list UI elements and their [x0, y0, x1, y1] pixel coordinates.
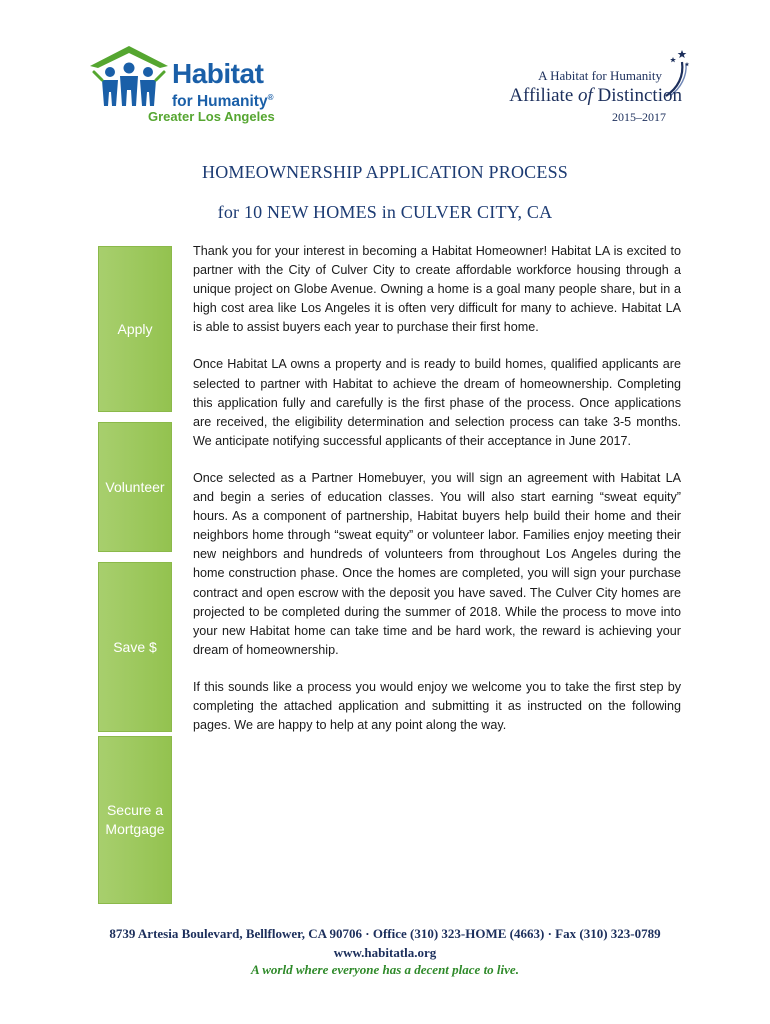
paragraph-intro: Thank you for your interest in becoming a Habitat Homeowner! Habitat LA is excited to partner with the City of Culver City to create affordable workforce housing through a unique project on Globe Avenue. Owning a home is a goal many people share, but in a high cost area like Los Angeles it is often very difficult for many to achieve. Habitat LA is able to assist buyers each year to purchase their first home. — [193, 244, 681, 335]
habitat-house-people-icon — [88, 44, 170, 110]
logo-wordmark: Habitat — [172, 58, 264, 89]
logo-chapter-name: Greater Los Angeles — [148, 109, 275, 124]
affiliate-of-distinction-badge — [500, 48, 690, 128]
footer-tagline: A world where everyone has a decent place to live. — [251, 962, 519, 977]
process-step-volunteer: Volunteer — [98, 422, 172, 552]
process-step-mortgage: Secure a Mortgage — [98, 736, 172, 904]
paragraph-partnership: Once selected as a Partner Homebuyer, you will sign an agreement with Habitat LA and begin a series of education classes. You will also start earning “sweat equity” hours. As a component of partnership, Habitat buyers help build their home and their neighbors home through “sweat equity” or volunteer labor. Families enjoy meeting their new neighbors and hundreds of volunteers from throughout Los Angeles during the home construction phase. Once the homes are completed, you will sign your purchase contract and open escrow with the deposit you have saved. The Culver City homes are projected to be completed during the summer of 2018. While the process to move into your new Habitat home can take time and be hard work, the reward is achieving your dream of homeownership. — [193, 470, 681, 657]
logo-subname: for Humanity® — [172, 93, 274, 111]
process-step-apply: Apply — [98, 246, 172, 412]
paragraph-closing: If this sounds like a process you would enjoy we welcome you to take the first step by completing the attached application and submitting it as instructed on the following pages. We are happy to help at any point along the way. — [193, 679, 681, 733]
habitat-logo — [88, 44, 298, 128]
footer-website-link[interactable]: www.habitatla.org — [333, 945, 437, 960]
footer-address: 8739 Artesia Boulevard, Bellflower, CA 90706 · Office (310) 323-HOME (4663) · Fax (310) 323-0789 — [109, 926, 661, 941]
affiliate-years: 2015–2017 — [612, 110, 666, 124]
affiliate-line-1: A Habitat for Humanity — [538, 68, 662, 83]
affiliate-line-2: Affiliate of Distinction — [509, 85, 682, 106]
body-text — [193, 242, 681, 753]
page-title: HOMEOWNERSHIP APPLICATION PROCESS — [202, 162, 568, 182]
paragraph-selection: Once Habitat LA owns a property and is ready to build homes, qualified applicants are selected to partner with Habitat to achieve the dream of homeownership. Completing this application fully and carefully is the first phase of the process. Once applications are received, the eligibility determination and selection process can take 3-5 months. We anticipate notifying successful applicants of their acceptance in June 2017. — [193, 357, 681, 448]
page-subtitle: for 10 NEW HOMES in CULVER CITY, CA — [217, 202, 553, 222]
process-step-save: Save $ — [98, 562, 172, 732]
